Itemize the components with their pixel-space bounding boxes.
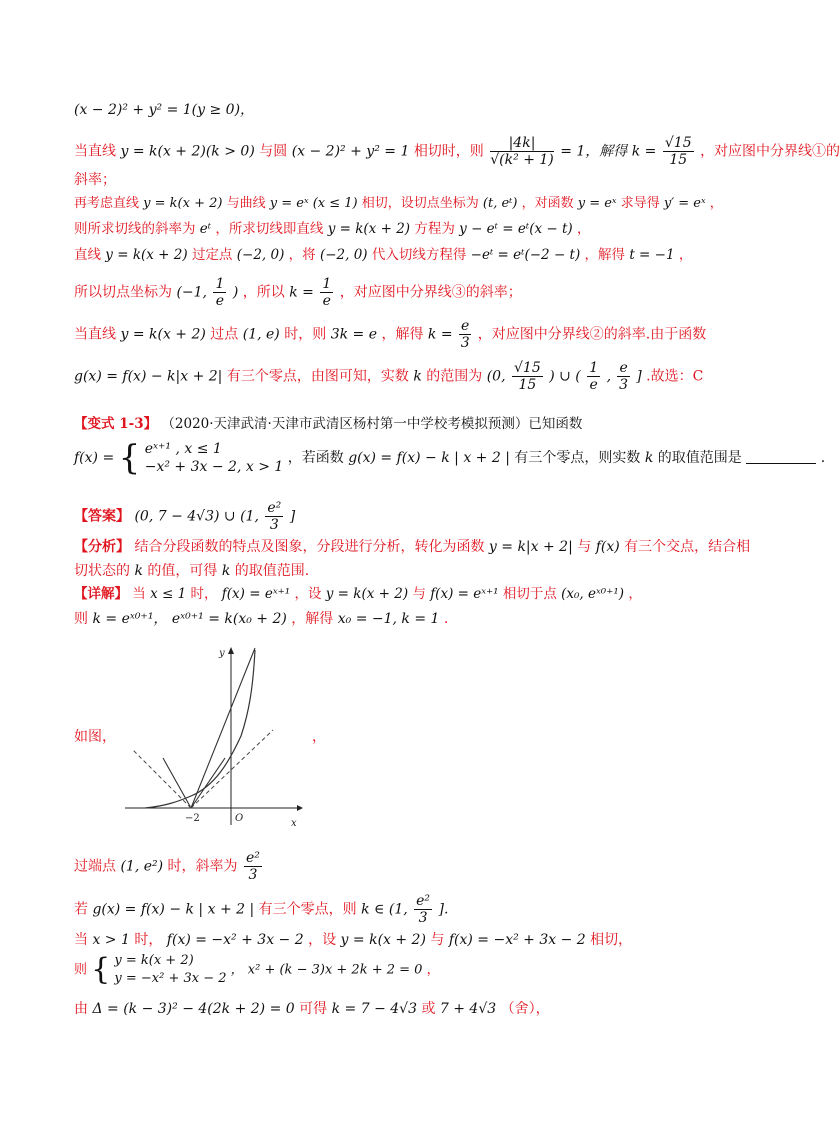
- denominator: e: [589, 377, 598, 393]
- text: ，对函数: [521, 196, 574, 211]
- math: (−2, 0): [236, 247, 285, 263]
- math: y = k|x + 2|: [488, 539, 573, 555]
- cases: [145, 440, 284, 476]
- denominator: 3: [269, 517, 279, 533]
- numerator: √15: [664, 135, 692, 151]
- system-line: [74, 952, 440, 988]
- text: 代入切线方程得: [371, 247, 467, 263]
- text: 则: [74, 611, 88, 627]
- text: ，设: [294, 586, 322, 602]
- answer-tag: 【答案】: [74, 508, 130, 525]
- math: g(x) = f(x) − k | x + 2 |: [348, 450, 510, 466]
- numerator: √15: [513, 360, 541, 376]
- text: 过定点: [191, 247, 233, 263]
- math: f(x): [595, 539, 620, 555]
- text: 或: [421, 1001, 436, 1017]
- text: 结合分段函数的特点及图象，分段进行分析，转化为函数: [134, 539, 485, 555]
- math: 3k = e: [330, 326, 377, 343]
- detail-line-1: [74, 584, 642, 604]
- y-axis-arrow: [228, 647, 234, 654]
- case-x-gt-1: [74, 930, 632, 950]
- boundary-line-3: [163, 758, 191, 808]
- math: f(x) = eˣ⁺¹: [221, 586, 291, 602]
- numerator: e: [619, 360, 628, 376]
- math: k: [644, 450, 654, 466]
- denominator: 3: [248, 867, 258, 883]
- math: k: [134, 563, 143, 579]
- piecewise-definition: [74, 440, 825, 476]
- fraction: [617, 360, 629, 393]
- text: 的范围为: [426, 368, 483, 385]
- dashed-line-right: [191, 730, 273, 808]
- detail-line-2: [74, 609, 448, 629]
- text-line-8: [74, 318, 706, 351]
- fraction: [213, 276, 226, 309]
- detail-tag: 【详解】: [74, 586, 128, 602]
- math: (−2, 0): [319, 247, 368, 263]
- text: 则所求切线的斜率为: [74, 221, 196, 237]
- denominator: e: [322, 293, 331, 309]
- text: 再考虑直线: [74, 196, 140, 211]
- text: ，解得: [291, 611, 334, 627]
- text: 与: [577, 539, 592, 555]
- math: k =: [289, 284, 314, 301]
- math: (x − 2)² + y² = 1: [291, 143, 410, 160]
- denominator: e: [215, 293, 225, 309]
- y-label: y: [219, 648, 225, 659]
- text: 切状态的: [74, 563, 130, 579]
- text: 与: [430, 932, 445, 948]
- text: ，设: [308, 932, 337, 948]
- text: ，对应图中分界线②的斜率.由于函数: [477, 326, 707, 343]
- numerator: 1: [215, 276, 225, 292]
- math: f(x) = eˣ⁺¹: [430, 586, 499, 602]
- text: ，: [576, 221, 591, 237]
- math: (0,: [486, 368, 506, 385]
- text: 过点: [210, 326, 239, 343]
- text: ，对应图中分界线①的: [700, 143, 840, 160]
- conclusion-line-1: [74, 893, 448, 926]
- math: ]: [289, 508, 296, 525]
- text: ，对应图中分界线③的斜率；: [339, 284, 522, 301]
- math: (0, 7 − 4√3) ∪ (1,: [134, 508, 259, 525]
- case-1: eˣ⁺¹ , x ≤ 1: [144, 441, 222, 457]
- text: .故选：C: [646, 368, 704, 385]
- math: = 1，解得 k =: [560, 143, 657, 160]
- text: 与曲线: [226, 196, 266, 211]
- numerator: |4k|: [490, 135, 553, 152]
- text: 与: [412, 586, 426, 602]
- numerator: e²: [246, 850, 260, 866]
- text: （舍），: [500, 1001, 550, 1017]
- neg2-label: −2: [185, 813, 200, 824]
- numerator: e²: [267, 500, 282, 516]
- math: y = k(x + 2): [327, 221, 411, 237]
- text: ，解得: [381, 326, 424, 343]
- analysis-line-1: [74, 537, 750, 557]
- math: Δ = (k − 3)² − 4(2k + 2) = 0: [92, 1001, 295, 1017]
- endpoint-line: [74, 850, 264, 883]
- analysis-line-2: [74, 561, 309, 581]
- text: 若: [74, 901, 88, 918]
- denominator: 15: [669, 152, 688, 168]
- math: y = eˣ: [577, 196, 617, 211]
- text: 有三个交点，结合相: [624, 539, 751, 555]
- math: k =: [427, 326, 453, 343]
- text: ，所求切线即直线: [215, 221, 324, 237]
- text: ，所以: [242, 284, 285, 301]
- math: x₀ = −1, k = 1: [337, 611, 440, 627]
- text-line-6: [74, 245, 692, 265]
- text: 则: [74, 962, 88, 978]
- math: g(x) = f(x) − k | x + 2 |: [92, 901, 255, 918]
- variant-source: （2020·天津武清·天津市武清区杨村第一中学校考模拟预测）已知函数: [161, 416, 583, 432]
- math: y − eᵗ = eᵗ(x − t): [459, 221, 573, 237]
- text: 有三个零点，由图可知，实数: [226, 368, 409, 385]
- numerator: 1: [322, 276, 332, 292]
- numerator: 1: [589, 360, 599, 376]
- text-line-4: [74, 194, 723, 214]
- text: 当直线: [74, 326, 116, 343]
- math: ， x² + (k − 3)x + 2k + 2 = 0: [230, 962, 423, 978]
- boundary-line-1: [191, 648, 255, 808]
- math: (1, e): [242, 326, 280, 343]
- math: y = k(x + 2): [340, 932, 426, 948]
- fraction: [512, 360, 543, 393]
- text: 当: [132, 586, 146, 602]
- text-line-2: [74, 135, 840, 168]
- fraction: [320, 276, 333, 309]
- fraction: [459, 318, 471, 351]
- math: ): [232, 284, 239, 301]
- math: k: [221, 563, 231, 579]
- text: 有三个零点，则: [258, 901, 357, 918]
- text-line-7: [74, 276, 522, 309]
- brace: {: [91, 952, 111, 987]
- brace: {: [118, 438, 141, 478]
- math: y′ = eˣ: [663, 196, 706, 211]
- text: 直线: [74, 247, 101, 263]
- text: ，解得: [584, 247, 626, 263]
- fraction: [244, 850, 262, 883]
- answer-line: [74, 500, 295, 533]
- discriminant-line: [74, 999, 550, 1019]
- text: 可得: [299, 1001, 328, 1017]
- text: 的取值范围是: [657, 450, 742, 466]
- case-2: −x² + 3x − 2, x > 1: [144, 459, 284, 475]
- text-line-3: 斜率；: [74, 172, 116, 188]
- math: t = −1: [629, 247, 675, 263]
- text: 过端点: [74, 858, 116, 875]
- math: 7 + 4√3: [439, 1001, 497, 1017]
- text: 时，: [134, 932, 163, 948]
- math: (1, e²): [120, 858, 164, 875]
- analysis-tag: 【分析】: [74, 539, 130, 555]
- math: f(x) = −x² + 3x − 2: [448, 932, 586, 948]
- math: y = k(x + 2): [325, 586, 409, 602]
- system-eq-2: y = −x² + 3x − 2: [114, 971, 227, 986]
- x-axis-arrow: [297, 805, 303, 811]
- text: 的值，可得: [147, 563, 218, 579]
- math: −eᵗ = eᵗ(−2 − t): [470, 247, 581, 263]
- math: k ∈ (1,: [361, 901, 408, 918]
- denominator: √(k² + 1): [490, 152, 554, 168]
- math: x > 1: [92, 932, 130, 948]
- text: 有三个零点，则实数: [514, 450, 641, 466]
- text: 所以切点坐标为: [74, 284, 172, 301]
- text: .: [820, 450, 826, 466]
- text: 求导得: [620, 196, 660, 211]
- figure-lead: 如图，: [74, 729, 116, 745]
- origin-label: O: [235, 813, 244, 824]
- text: 当直线: [74, 143, 116, 160]
- numerator: e²: [416, 893, 431, 909]
- text: 当: [74, 932, 88, 948]
- text: ，: [426, 962, 440, 978]
- math: eᵗ: [199, 221, 212, 237]
- math: (x₀, eˣ⁰⁺¹): [561, 586, 625, 602]
- math: y = k(x + 2)(k > 0): [120, 143, 255, 160]
- function-graph: [125, 640, 310, 830]
- fraction: [265, 500, 283, 533]
- math: y = k(x + 2): [105, 247, 188, 263]
- text: 与圆: [259, 143, 288, 160]
- math: f(x) = −x² + 3x − 2: [166, 932, 304, 948]
- text: ，: [628, 586, 642, 602]
- text: 由: [74, 1001, 88, 1017]
- denominator: 3: [460, 335, 470, 351]
- text: 相切时，则: [413, 143, 484, 160]
- system-cases: [114, 952, 226, 988]
- math: ) ∪ (: [549, 368, 581, 385]
- math: y = k(x + 2): [120, 326, 206, 343]
- denominator: 3: [619, 377, 629, 393]
- text: 的取值范围.: [234, 563, 310, 579]
- fraction: [587, 360, 600, 393]
- text: .: [443, 611, 449, 627]
- text-line-5: [74, 219, 590, 239]
- figure-trail: ，: [312, 729, 326, 745]
- math: (−1,: [176, 284, 208, 301]
- math: k = 7 − 4√3: [331, 1001, 417, 1017]
- math: k: [413, 368, 422, 385]
- math: f(x) =: [74, 450, 115, 466]
- math: (t, eᵗ): [482, 196, 518, 211]
- math: y = k(x + 2): [143, 196, 223, 211]
- math: ].: [438, 901, 449, 918]
- answer-blank: [746, 449, 816, 464]
- text: 时，: [190, 586, 218, 602]
- math: ]: [636, 368, 642, 385]
- fraction: [490, 135, 553, 168]
- text: ，将: [288, 247, 316, 263]
- equation-semicircle: (x − 2)² + y² = 1(y ≥ 0)，: [74, 102, 255, 118]
- x-label: x: [291, 818, 297, 829]
- text: ，: [709, 196, 723, 211]
- text: 相切，设切点坐标为: [361, 196, 479, 211]
- text: 相切于点: [502, 586, 557, 602]
- math: ,: [606, 368, 612, 385]
- text-line-9: [74, 360, 703, 393]
- math: k = eˣ⁰⁺¹， eˣ⁰⁺¹ = k(x₀ + 2): [92, 611, 287, 627]
- numerator: e: [461, 318, 470, 334]
- text: 相切，: [590, 932, 633, 948]
- text: ，: [678, 247, 693, 263]
- text: ，若函数: [287, 450, 344, 466]
- variant-heading: [74, 414, 582, 434]
- variant-tag: 【变式 1-3】: [74, 416, 158, 432]
- denominator: 15: [518, 377, 537, 393]
- math: x ≤ 1: [150, 586, 187, 602]
- text: 时，斜率为: [167, 858, 238, 875]
- fraction: [414, 893, 432, 926]
- denominator: 3: [418, 910, 428, 926]
- text: 方程为: [414, 221, 455, 237]
- system-eq-1: y = k(x + 2): [114, 953, 194, 968]
- math: y = eˣ (x ≤ 1): [269, 196, 358, 211]
- fraction: [663, 135, 694, 168]
- math: g(x) = f(x) − k|x + 2|: [74, 368, 223, 385]
- text: 时，则: [284, 326, 327, 343]
